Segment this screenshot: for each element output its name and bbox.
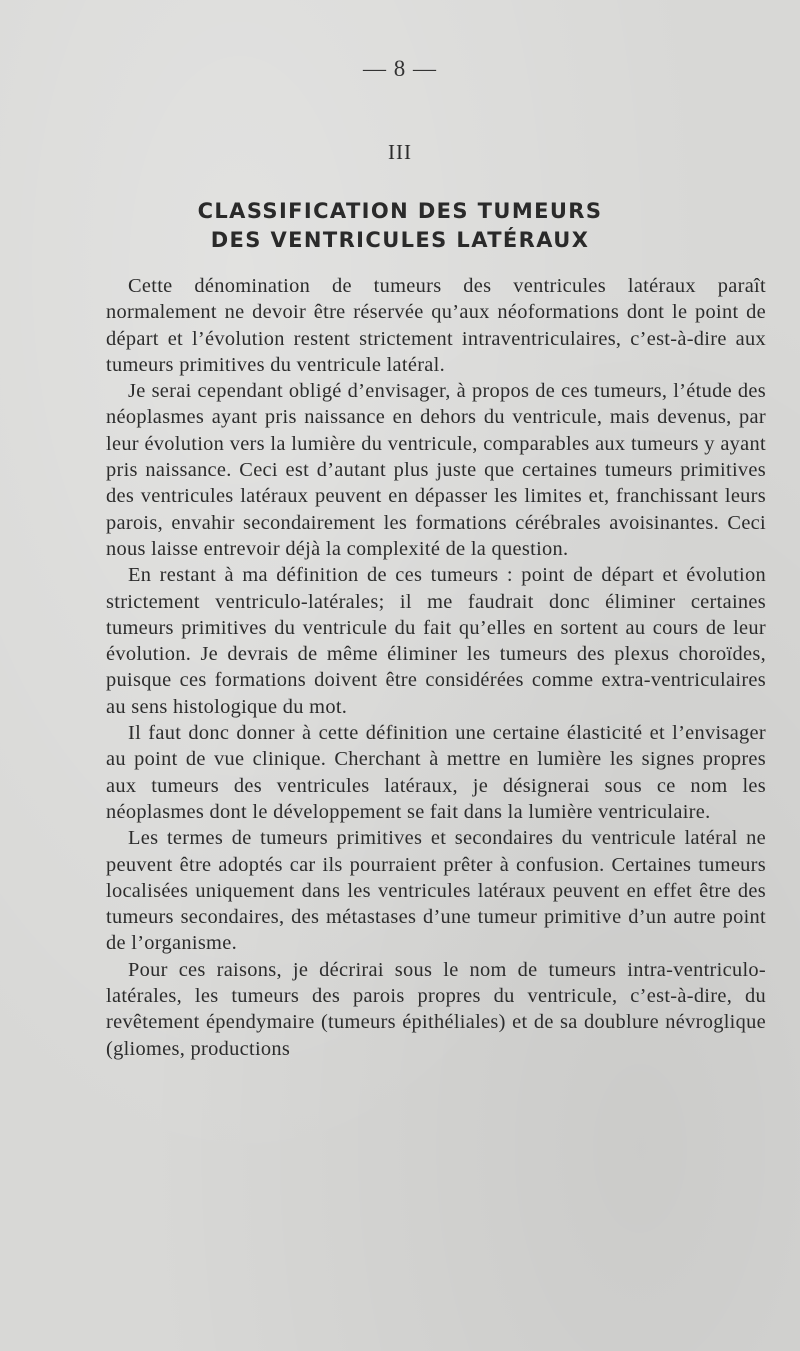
chapter-title-line-2: DES VENTRICULES LATÉRAUX	[210, 228, 590, 252]
paragraph: Il faut donc donner à cette définition une certaine élasticité et l’envisager au point de vue clinique. Cherchant à mettre en lumière les signes propres aux tumeurs des ventricules latéraux, je désignerai sous ce nom les néoplasmes dont le développement se fait dans la lumière ventriculaire.	[106, 722, 766, 823]
section-number: III	[388, 140, 412, 164]
chapter-title	[0, 197, 800, 255]
paragraph: Pour ces raisons, je décrirai sous le nom de tumeurs intra-ventriculo-latérales, les tumeurs des parois propres du ventricule, c’est-à-dire, du revêtement épendymaire (tumeurs épithéliales) et de sa doublure névroglique (gliomes, productions	[106, 958, 766, 1060]
chapter-title-line-1: CLASSIFICATION DES TUMEURS	[197, 199, 603, 223]
paragraph: En restant à ma définition de ces tumeurs : point de départ et évolution strictement ventriculo-latérales; il me faudrait donc éliminer certaines tumeurs primitives du ventricule du fait qu’elles en sortent au cours de leur évolution. Je devrais de même éliminer les tumeurs des plexus choroïdes, puisque ces formations doivent être considérées comme extra-ventriculaires au sens histologique du mot.	[106, 564, 766, 718]
page-number: — 8 —	[363, 56, 437, 81]
body-text	[106, 273, 766, 1062]
paragraph: Je serai cependant obligé d’envisager, à propos de ces tumeurs, l’étude des néoplasmes ayant pris naissance en dehors du ventricule, mais devenus, par leur évolution vers la lumière du ventricule, comparables aux tumeurs y ayant pris naissance. Ceci est d’autant plus juste que certaines tumeurs primitives des ventricules latéraux peuvent en dépasser les limites et, franchissant leurs parois, envahir secondairement les formations cérébrales avoisinantes. Ceci nous laisse entrevoir déjà la complexité de la question.	[106, 380, 766, 560]
paragraph: Cette dénomination de tumeurs des ventricules latéraux paraît normalement ne devoir être réservée qu’aux néoformations dont le point de départ et l’évolution restent strictement intraventriculaires, c’est-à-dire aux tumeurs primitives du ventricule latéral.	[106, 275, 766, 376]
paragraph: Les termes de tumeurs primitives et secondaires du ventricule latéral ne peuvent être adoptés car ils pourraient prêter à confusion. Certaines tumeurs localisées uniquement dans les ventricules latéraux peuvent en effet être des tumeurs secondaires, des métastases d’une tumeur primitive d’un autre point de l’organisme.	[106, 827, 766, 955]
